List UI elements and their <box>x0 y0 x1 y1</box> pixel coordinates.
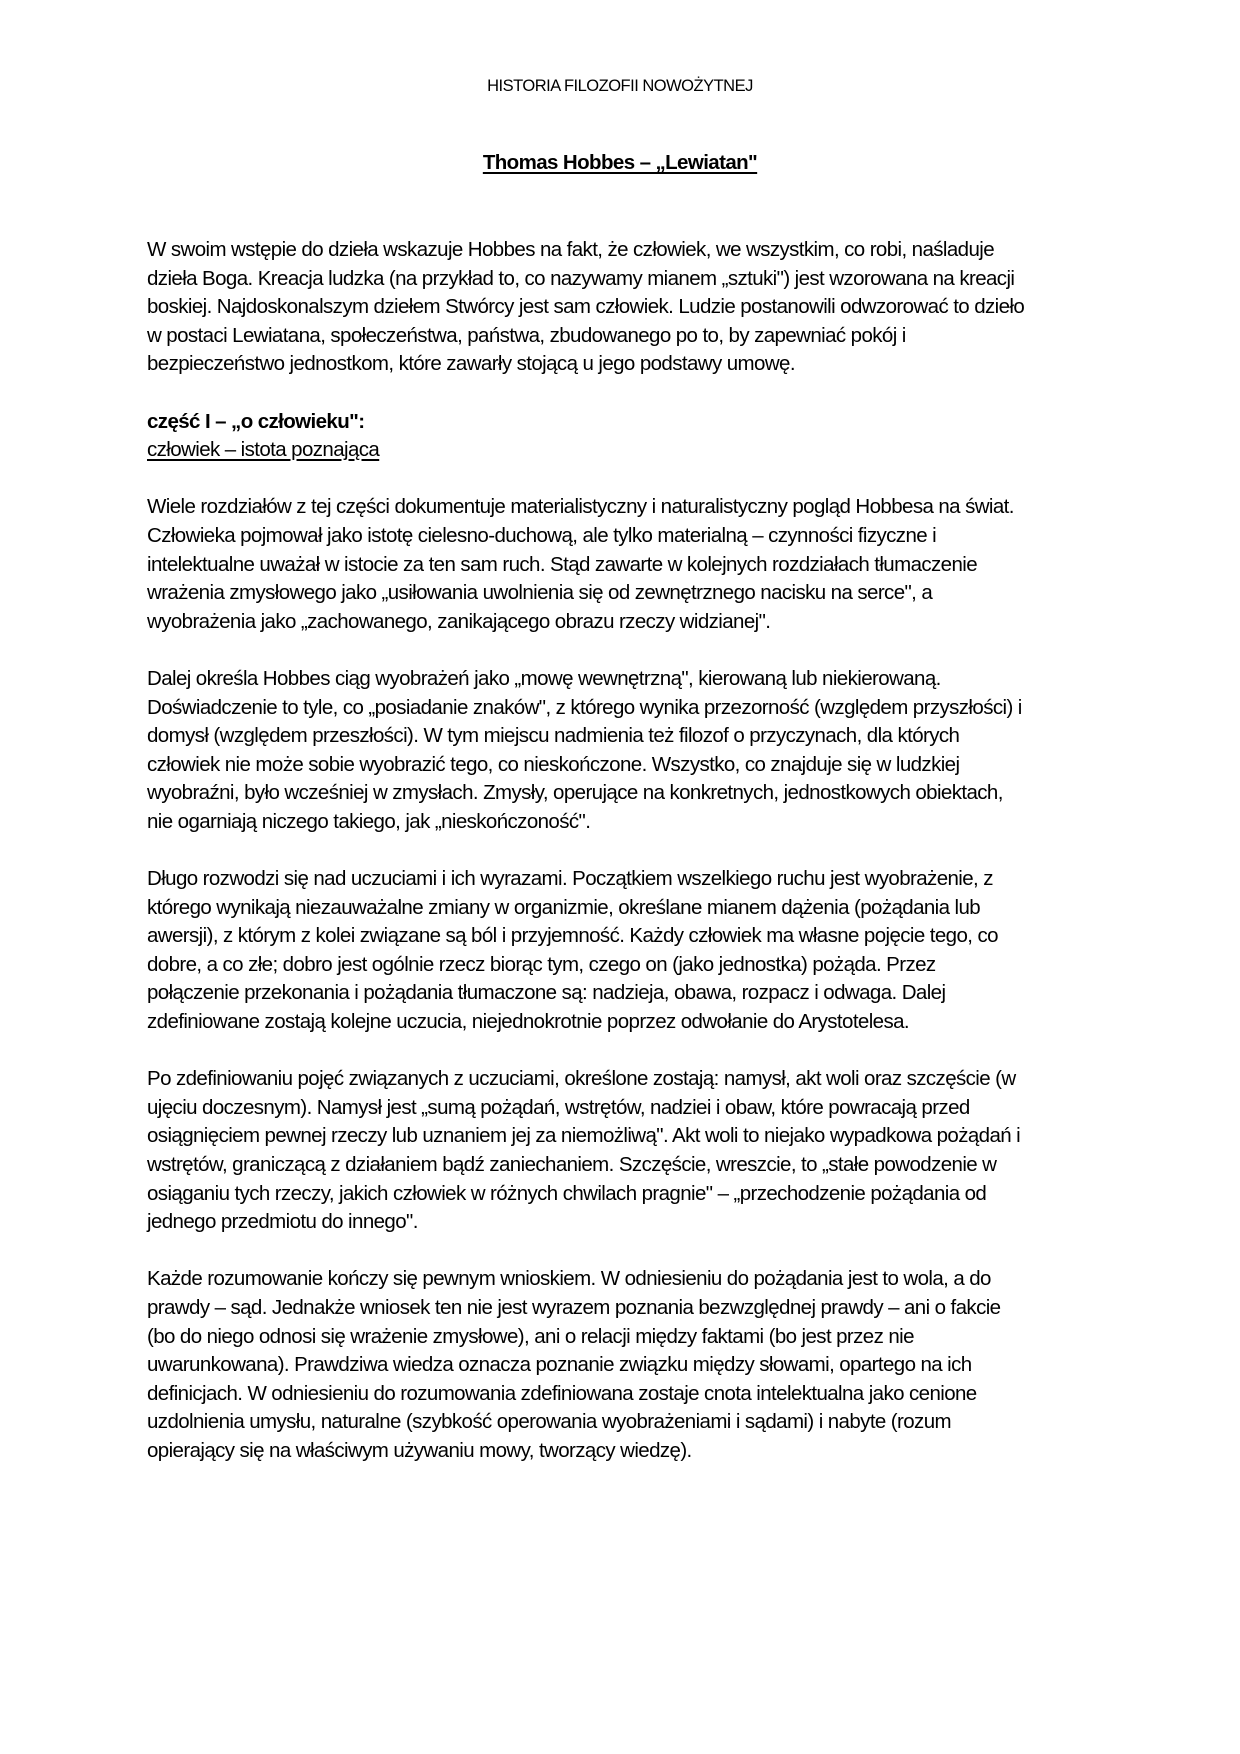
text-line: intelektualne uważał w istocie za ten sam ruch. Stąd zawarte w kolejnych rozdziałach tłumaczenie <box>147 552 978 576</box>
document-header: HISTORIA FILOZOFII NOWOŻYTNEJ <box>487 77 753 95</box>
document-body <box>147 236 1092 1494</box>
text-line: wrażenia zmysłowego jako „usiłowania uwolnienia się od zewnętrznego nacisku na serce", a <box>147 581 933 605</box>
text-line: Człowieka pojmował jako istotę cielesno-duchową, ale tylko materialną – czynności fizyczne i <box>147 523 937 547</box>
text-line: osiąganiu tych rzeczy, jakich człowiek w różnych chwilach pragnie" – „przechodzenie pożądania od <box>147 1181 987 1205</box>
text-line: wyobraźni, było wcześniej w zmysłach. Zmysły, operujące na konkretnych, jednostkowych obiektach, <box>147 781 1003 805</box>
text-line: Każde rozumowanie kończy się pewnym wnioskiem. W odniesieniu do pożądania jest to wola, a do <box>147 1267 991 1291</box>
text-line: prawdy – sąd. Jednakże wniosek ten nie jest wyrazem poznania bezwzględnej prawdy – ani o fakcie <box>147 1295 1001 1319</box>
text-line: bezpieczeństwo jednostkom, które zawarły stojącą u jego podstawy umowę. <box>147 352 795 376</box>
text-line: W swoim wstępie do dzieła wskazuje Hobbes na fakt, że człowiek, we wszystkim, co robi, naśladuje <box>147 238 995 261</box>
text-line: człowiek nie może sobie wyobrazić tego, co nieskończone. Wszystko, co znajduje się w ludzkiej <box>147 752 960 776</box>
text-line: Po zdefiniowaniu pojęć związanych z uczuciami, określone zostają: namysł, akt woli oraz szczęście (w <box>147 1067 1016 1091</box>
intro-paragraph <box>147 236 1092 379</box>
text-line: wstrętów, graniczącą z działaniem bądź zaniechaniem. Szczęście, wreszcie, to „stałe powodzenie w <box>147 1153 997 1176</box>
body-paragraph <box>147 865 1092 1037</box>
body-paragraph <box>147 1065 1092 1237</box>
document-title-text: Thomas Hobbes – „Lewiatan" <box>482 151 758 174</box>
text-line: Doświadczenie to tyle, co „posiadanie znaków", z którego wynika przezorność (względem przyszłości) i <box>147 695 1022 719</box>
text-line: zdefiniowane zostają kolejne uczucia, niejednokrotnie poprzez odwołanie do Arystotelesa. <box>147 1010 910 1034</box>
text-line: opierający się na właściwym używaniu mowy, tworzący wiedzę). <box>147 1438 692 1462</box>
text-line: domysł (względem przeszłości). W tym miejscu nadmienia też filozof o przyczynach, dla których <box>147 724 960 748</box>
text-line: definicjach. W odniesieniu do rozumowania zdefiniowana zostaje cnota intelektualna jako cenione <box>147 1381 977 1405</box>
text-line: osiągnięciem pewnej rzeczy lub uznaniem jej za niemożliwą". Akt woli to niejako wypadkowa pożądań i <box>147 1124 1021 1148</box>
text-line: w postaci Lewiatana, społeczeństwa, państwa, zbudowanego po to, by zapewniać pokój i <box>147 323 906 347</box>
text-line: Wiele rozdziałów z tej części dokumentuje materialistyczny i naturalistyczny pogląd Hobbesa na świat. <box>147 495 1014 519</box>
text-line: awersji), z którym z kolei związane są ból i przyjemność. Każdy człowiek ma własne pojęcie tego, co <box>147 924 998 948</box>
text-line: wyobrażenia jako „zachowanego, zanikającego obrazu rzeczy widzianej". <box>147 609 771 633</box>
text-line: dzieła Boga. Kreacja ludzka (na przykład to, co nazywamy mianem „sztuki") jest wzorowana na kreacji <box>147 266 1015 290</box>
text-line: (bo do niego odnosi się wrażenie zmysłowe), ani o relacji między faktami (bo jest przez nie <box>147 1324 914 1348</box>
section-heading: część I – „o człowieku": <box>147 409 365 433</box>
text-line: którego wynikają niezauważalne zmiany w organizmie, określane mianem dążenia (pożądania lub <box>147 895 981 919</box>
text-line: uwarunkowana). Prawdziwa wiedza oznacza poznanie związku między słowami, opartego na ich <box>147 1353 972 1377</box>
text-line: dobre, a co złe; dobro jest ogólnie rzecz biorąc tym, czego on (jako jednostka) pożąda. Przez <box>147 952 936 976</box>
section-subheading <box>147 436 1092 465</box>
text-line: boskiej. Najdoskonalszym dziełem Stwórcy jest sam człowiek. Ludzie postanowili odwzorować to dzieło <box>147 295 1025 319</box>
body-paragraph <box>147 1265 1092 1465</box>
text-line: Dalej określa Hobbes ciąg wyobrażeń jako „mowę wewnętrzną", kierowaną lub niekierowaną. <box>147 666 941 690</box>
text-line: uzdolnienia umysłu, naturalne (szybkość operowania wyobrażeniami i sądami) i nabyte (rozum <box>147 1410 951 1434</box>
document-title <box>0 151 1240 175</box>
text-line: ujęciu doczesnym). Namysł jest „sumą pożądań, wstrętów, nadziei i obaw, które powracają przed <box>147 1095 970 1119</box>
section-subheading-text: człowiek – istota poznająca <box>147 438 380 462</box>
body-paragraph <box>147 493 1092 636</box>
body-paragraph <box>147 665 1092 837</box>
text-line: połączenie przekonania i pożądania tłumaczone są: nadzieja, obawa, rozpacz i odwaga. Dalej <box>147 981 946 1005</box>
text-line: jednego przedmiotu do innego". <box>147 1210 418 1234</box>
text-line: nie ogarniają niczego takiego, jak „nieskończoność". <box>147 809 591 833</box>
text-line: Długo rozwodzi się nad uczuciami i ich wyrazami. Początkiem wszelkiego ruchu jest wyobrażenie, z <box>147 867 993 891</box>
